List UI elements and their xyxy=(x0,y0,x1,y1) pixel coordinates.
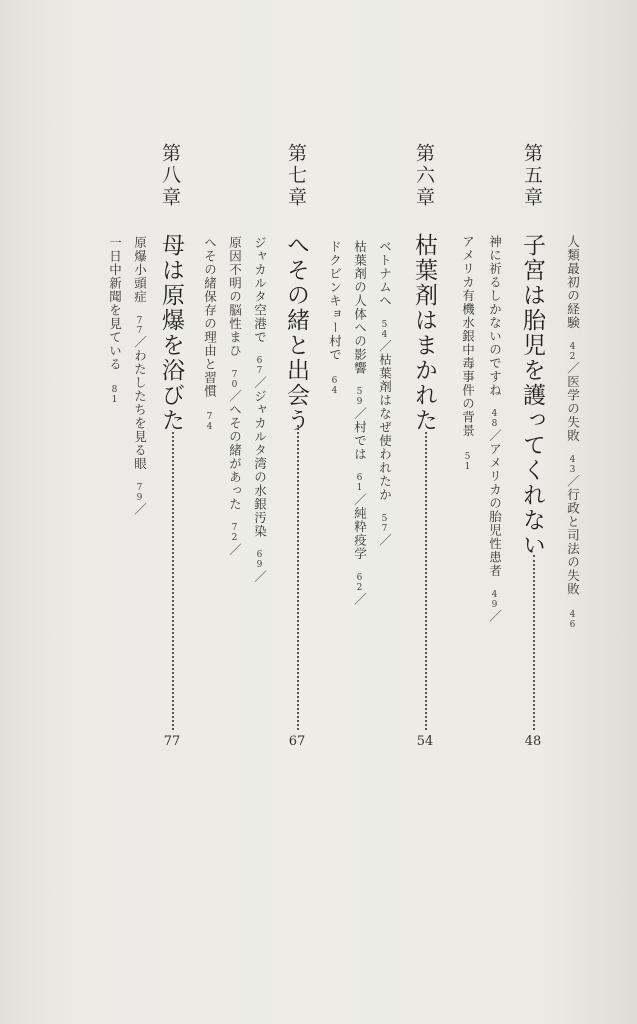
subsection-page: 61 xyxy=(354,473,365,493)
subsection-line: 人類最初の経験42／医学の失敗43／行政と司法の失敗46 xyxy=(565,235,581,630)
subsection-title: 神に祈るしかないのですね xyxy=(487,235,503,397)
dot-leader xyxy=(533,555,535,730)
chapter-title[interactable]: 枯葉剤はまかれた xyxy=(411,233,437,433)
subsection-line xyxy=(461,235,474,472)
subsection-title: 村では xyxy=(352,420,368,461)
subsection-title: ベトナムへ xyxy=(377,240,393,308)
subsection-page: 64 xyxy=(329,375,340,396)
subsection-page: 49 xyxy=(489,589,500,610)
subsection-title: ジャカルタ湾の水銀汚染 xyxy=(252,389,268,538)
subsection-page: 79 xyxy=(134,482,145,503)
subsection-page: 54 xyxy=(379,319,390,340)
subsection-title: ジャカルタ空港で xyxy=(252,236,268,344)
chapter-label: 第七章 xyxy=(285,143,307,209)
subsection-line xyxy=(328,240,341,396)
subsection-line: ジャカルタ空港で67／ジャカルタ湾の水銀汚染69／ xyxy=(252,236,268,584)
dot-leader xyxy=(297,425,299,730)
subsection-title: 枯葉剤はなぜ使われたか xyxy=(377,353,393,502)
subsection-title: 原爆小頭症 xyxy=(132,236,148,304)
chapter-title[interactable]: 子宮は胎児を護ってくれない xyxy=(519,233,545,558)
subsection-title: 一日中新聞を見ている xyxy=(107,236,123,371)
chapter-title[interactable]: へその緒と出会う xyxy=(283,233,309,433)
chapter-title[interactable]: 母は原爆を浴びた xyxy=(158,233,184,433)
subsection-page: 59 xyxy=(354,387,365,407)
subsection-page: 77 xyxy=(134,315,145,336)
dot-leader xyxy=(425,432,427,730)
subsection-title: 行政と司法の失敗 xyxy=(565,488,581,596)
chapter-label: 第六章 xyxy=(413,143,435,209)
chapter-label: 第八章 xyxy=(159,143,181,209)
subsection-title: 人類最初の経験 xyxy=(565,235,581,330)
subsection-title: へその緒保存の理由と習慣 xyxy=(202,236,218,398)
subsection-line xyxy=(108,236,121,405)
subsection-page: 70 xyxy=(229,369,240,390)
subsection-page: 81 xyxy=(109,385,120,405)
subsection-page: 72 xyxy=(229,523,240,543)
subsection-line: 神に祈るしかないのですね48／アメリカの胎児性患者49／ xyxy=(487,235,503,623)
subsection-page: 46 xyxy=(567,610,578,630)
chapter-label: 第五章 xyxy=(521,143,543,209)
subsection-page: 67 xyxy=(254,356,265,376)
subsection-title: わたしたちを見る眼 xyxy=(132,349,148,471)
subsection-page: 57 xyxy=(379,513,390,534)
chapter-page-number: 54 xyxy=(416,734,434,749)
subsection-title: 原因不明の脳性まひ xyxy=(227,236,243,358)
subsection-title: アメリカの胎児性患者 xyxy=(487,442,503,578)
chapter-page-number: 77 xyxy=(163,734,181,749)
subsection-title: ドクビンキョー村で xyxy=(327,240,343,362)
subsection-page: 42 xyxy=(567,341,578,362)
chapter-page-number: 48 xyxy=(524,734,542,749)
subsection-title: アメリカ有機水銀中毒事件の背景 xyxy=(460,235,476,438)
subsection-line xyxy=(203,236,216,432)
subsection-title: 枯葉剤の人体への影響 xyxy=(352,240,368,375)
subsection-page: 43 xyxy=(567,454,578,475)
dot-leader xyxy=(172,432,174,730)
subsection-line: 原爆小頭症77／わたしたちを見る眼79／ xyxy=(132,236,148,516)
subsection-title: へその緒があった xyxy=(227,403,243,511)
subsection-title: 医学の失敗 xyxy=(565,375,581,443)
subsection-line: 原因不明の脳性まひ70／へその緒があった72／ xyxy=(227,236,243,557)
subsection-line: 枯葉剤の人体への影響59／村では61／純粋疫学62／ xyxy=(352,240,368,606)
subsection-page: 62 xyxy=(354,572,365,593)
chapter-page-number: 67 xyxy=(288,734,306,749)
subsection-page: 74 xyxy=(204,412,215,432)
subsection-page: 69 xyxy=(254,550,265,570)
subsection-page: 51 xyxy=(462,451,473,472)
subsection-page: 48 xyxy=(489,409,500,429)
subsection-title: 純粋疫学 xyxy=(352,506,368,561)
subsection-line: ベトナムへ54／枯葉剤はなぜ使われたか57／ xyxy=(377,240,393,547)
